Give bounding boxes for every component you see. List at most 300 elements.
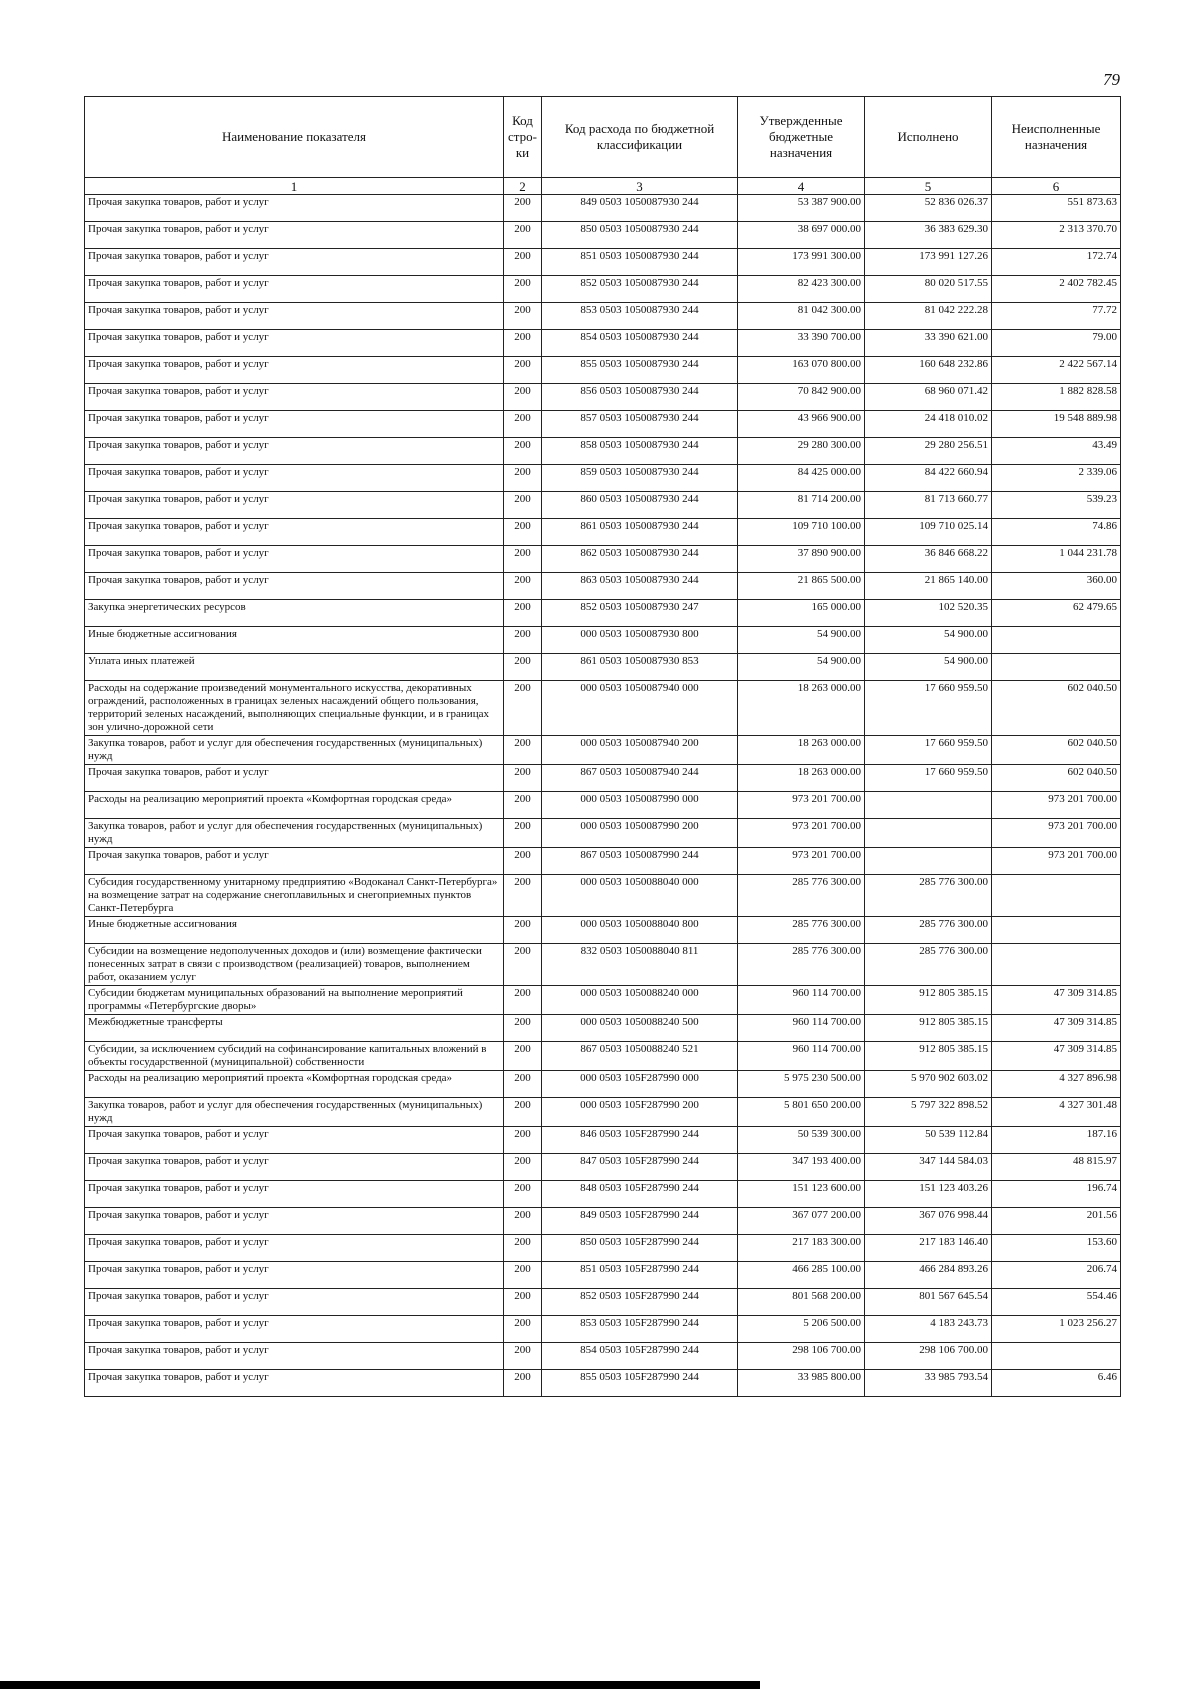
row-line-code: 200 bbox=[504, 944, 542, 986]
row-line-code: 200 bbox=[504, 1127, 542, 1154]
row-kbk: 861 0503 1050087930 244 bbox=[542, 519, 738, 546]
row-kbk: 855 0503 105F287990 244 bbox=[542, 1370, 738, 1397]
row-approved: 81 042 300.00 bbox=[738, 303, 865, 330]
row-kbk: 859 0503 1050087930 244 bbox=[542, 465, 738, 492]
table-row bbox=[85, 765, 1121, 792]
column-number: 6 bbox=[992, 178, 1121, 195]
row-approved: 109 710 100.00 bbox=[738, 519, 865, 546]
row-approved: 33 985 800.00 bbox=[738, 1370, 865, 1397]
row-unexecuted: 360.00 bbox=[992, 573, 1121, 600]
row-approved: 960 114 700.00 bbox=[738, 986, 865, 1015]
table-row bbox=[85, 1289, 1121, 1316]
row-unexecuted: 206.74 bbox=[992, 1262, 1121, 1289]
row-line-code: 200 bbox=[504, 1208, 542, 1235]
row-executed: 801 567 645.54 bbox=[865, 1289, 992, 1316]
row-unexecuted: 187.16 bbox=[992, 1127, 1121, 1154]
row-unexecuted bbox=[992, 875, 1121, 917]
row-unexecuted: 77.72 bbox=[992, 303, 1121, 330]
row-executed: 80 020 517.55 bbox=[865, 276, 992, 303]
row-approved: 973 201 700.00 bbox=[738, 819, 865, 848]
row-name: Расходы на содержание произведений монументального искусства, декоративных ограждений, расположенных в границах зеленых насаждений общего пользования, территорий зеленых насаждений, выполняющих специальные функции, и в границах зон улично-дорожной сети bbox=[85, 681, 504, 736]
row-kbk: 849 0503 105F287990 244 bbox=[542, 1208, 738, 1235]
row-name: Прочая закупка товаров, работ и услуг bbox=[85, 492, 504, 519]
row-executed: 84 422 660.94 bbox=[865, 465, 992, 492]
header-line-code: Код стро-ки bbox=[504, 97, 542, 178]
row-line-code: 200 bbox=[504, 438, 542, 465]
row-name: Прочая закупка товаров, работ и услуг bbox=[85, 1181, 504, 1208]
table-row bbox=[85, 195, 1121, 222]
table-row bbox=[85, 330, 1121, 357]
row-line-code: 200 bbox=[504, 1154, 542, 1181]
row-kbk: 860 0503 1050087930 244 bbox=[542, 492, 738, 519]
row-approved: 163 070 800.00 bbox=[738, 357, 865, 384]
row-unexecuted: 973 201 700.00 bbox=[992, 848, 1121, 875]
row-line-code: 200 bbox=[504, 681, 542, 736]
row-name: Закупка товаров, работ и услуг для обеспечения государственных (муниципальных) нужд bbox=[85, 1098, 504, 1127]
table-row bbox=[85, 1098, 1121, 1127]
row-approved: 347 193 400.00 bbox=[738, 1154, 865, 1181]
row-approved: 165 000.00 bbox=[738, 600, 865, 627]
table-row bbox=[85, 792, 1121, 819]
row-executed: 33 985 793.54 bbox=[865, 1370, 992, 1397]
column-numbers-row bbox=[85, 178, 1121, 195]
row-approved: 5 975 230 500.00 bbox=[738, 1071, 865, 1098]
row-name: Прочая закупка товаров, работ и услуг bbox=[85, 1154, 504, 1181]
row-name: Субсидии, за исключением субсидий на софинансирование капитальных вложений в объекты государственной (муниципальной) собственности bbox=[85, 1042, 504, 1071]
row-name: Прочая закупка товаров, работ и услуг bbox=[85, 330, 504, 357]
row-approved: 50 539 300.00 bbox=[738, 1127, 865, 1154]
row-kbk: 862 0503 1050087930 244 bbox=[542, 546, 738, 573]
row-kbk: 847 0503 105F287990 244 bbox=[542, 1154, 738, 1181]
row-kbk: 000 0503 1050088240 000 bbox=[542, 986, 738, 1015]
row-kbk: 867 0503 1050088240 521 bbox=[542, 1042, 738, 1071]
row-line-code: 200 bbox=[504, 276, 542, 303]
header-executed: Исполнено bbox=[865, 97, 992, 178]
row-kbk: 856 0503 1050087930 244 bbox=[542, 384, 738, 411]
scan-edge-bar bbox=[0, 1681, 760, 1689]
budget-execution-table bbox=[84, 96, 1121, 1397]
row-line-code: 200 bbox=[504, 519, 542, 546]
row-executed: 173 991 127.26 bbox=[865, 249, 992, 276]
row-approved: 33 390 700.00 bbox=[738, 330, 865, 357]
row-executed: 17 660 959.50 bbox=[865, 765, 992, 792]
row-kbk: 850 0503 105F287990 244 bbox=[542, 1235, 738, 1262]
row-name: Закупка энергетических ресурсов bbox=[85, 600, 504, 627]
row-name: Прочая закупка товаров, работ и услуг bbox=[85, 303, 504, 330]
row-executed: 151 123 403.26 bbox=[865, 1181, 992, 1208]
row-approved: 217 183 300.00 bbox=[738, 1235, 865, 1262]
row-name: Прочая закупка товаров, работ и услуг bbox=[85, 195, 504, 222]
row-executed: 912 805 385.15 bbox=[865, 1015, 992, 1042]
table-row bbox=[85, 1316, 1121, 1343]
row-kbk: 832 0503 1050088040 811 bbox=[542, 944, 738, 986]
row-line-code: 200 bbox=[504, 1289, 542, 1316]
row-kbk: 000 0503 105F287990 200 bbox=[542, 1098, 738, 1127]
header-name: Наименование показателя bbox=[85, 97, 504, 178]
header-row bbox=[85, 97, 1121, 178]
row-unexecuted: 551 873.63 bbox=[992, 195, 1121, 222]
row-executed: 36 846 668.22 bbox=[865, 546, 992, 573]
row-name: Прочая закупка товаров, работ и услуг bbox=[85, 411, 504, 438]
row-name: Прочая закупка товаров, работ и услуг bbox=[85, 573, 504, 600]
row-kbk: 000 0503 1050087990 000 bbox=[542, 792, 738, 819]
table-row bbox=[85, 1181, 1121, 1208]
row-executed bbox=[865, 792, 992, 819]
row-executed: 298 106 700.00 bbox=[865, 1343, 992, 1370]
column-number: 4 bbox=[738, 178, 865, 195]
row-line-code: 200 bbox=[504, 600, 542, 627]
row-executed: 912 805 385.15 bbox=[865, 986, 992, 1015]
table-row bbox=[85, 465, 1121, 492]
table-row bbox=[85, 411, 1121, 438]
row-name: Прочая закупка товаров, работ и услуг bbox=[85, 222, 504, 249]
row-unexecuted: 4 327 896.98 bbox=[992, 1071, 1121, 1098]
row-kbk: 000 0503 1050087990 200 bbox=[542, 819, 738, 848]
row-unexecuted: 1 882 828.58 bbox=[992, 384, 1121, 411]
row-executed: 68 960 071.42 bbox=[865, 384, 992, 411]
row-line-code: 200 bbox=[504, 627, 542, 654]
row-line-code: 200 bbox=[504, 792, 542, 819]
row-unexecuted: 1 044 231.78 bbox=[992, 546, 1121, 573]
row-name: Прочая закупка товаров, работ и услуг bbox=[85, 384, 504, 411]
row-unexecuted: 62 479.65 bbox=[992, 600, 1121, 627]
row-unexecuted bbox=[992, 944, 1121, 986]
row-executed: 109 710 025.14 bbox=[865, 519, 992, 546]
row-kbk: 858 0503 1050087930 244 bbox=[542, 438, 738, 465]
row-unexecuted: 79.00 bbox=[992, 330, 1121, 357]
row-name: Прочая закупка товаров, работ и услуг bbox=[85, 765, 504, 792]
row-unexecuted: 973 201 700.00 bbox=[992, 792, 1121, 819]
row-executed: 5 797 322 898.52 bbox=[865, 1098, 992, 1127]
row-approved: 298 106 700.00 bbox=[738, 1343, 865, 1370]
row-approved: 70 842 900.00 bbox=[738, 384, 865, 411]
row-executed: 24 418 010.02 bbox=[865, 411, 992, 438]
row-executed: 160 648 232.86 bbox=[865, 357, 992, 384]
row-approved: 285 776 300.00 bbox=[738, 875, 865, 917]
row-name: Закупка товаров, работ и услуг для обеспечения государственных (муниципальных) нужд bbox=[85, 819, 504, 848]
table-row bbox=[85, 627, 1121, 654]
table-row bbox=[85, 492, 1121, 519]
row-kbk: 863 0503 1050087930 244 bbox=[542, 573, 738, 600]
row-executed: 81 713 660.77 bbox=[865, 492, 992, 519]
row-kbk: 857 0503 1050087930 244 bbox=[542, 411, 738, 438]
row-approved: 82 423 300.00 bbox=[738, 276, 865, 303]
row-kbk: 861 0503 1050087930 853 bbox=[542, 654, 738, 681]
header-kbk: Код расхода по бюджетной классификации bbox=[542, 97, 738, 178]
row-executed: 5 970 902 603.02 bbox=[865, 1071, 992, 1098]
row-approved: 43 966 900.00 bbox=[738, 411, 865, 438]
row-approved: 5 801 650 200.00 bbox=[738, 1098, 865, 1127]
row-approved: 173 991 300.00 bbox=[738, 249, 865, 276]
table-row bbox=[85, 546, 1121, 573]
table-row bbox=[85, 986, 1121, 1015]
table-row bbox=[85, 303, 1121, 330]
row-name: Субсидии бюджетам муниципальных образований на выполнение мероприятий программы «Петербургские дворы» bbox=[85, 986, 504, 1015]
row-unexecuted: 1 023 256.27 bbox=[992, 1316, 1121, 1343]
row-executed: 347 144 584.03 bbox=[865, 1154, 992, 1181]
row-executed: 81 042 222.28 bbox=[865, 303, 992, 330]
row-approved: 466 285 100.00 bbox=[738, 1262, 865, 1289]
row-kbk: 850 0503 1050087930 244 bbox=[542, 222, 738, 249]
row-name: Межбюджетные трансферты bbox=[85, 1015, 504, 1042]
row-name: Прочая закупка товаров, работ и услуг bbox=[85, 1208, 504, 1235]
row-line-code: 200 bbox=[504, 736, 542, 765]
row-executed bbox=[865, 848, 992, 875]
row-approved: 38 697 000.00 bbox=[738, 222, 865, 249]
table-row bbox=[85, 944, 1121, 986]
row-executed: 54 900.00 bbox=[865, 627, 992, 654]
table-row bbox=[85, 654, 1121, 681]
row-kbk: 000 0503 1050087930 800 bbox=[542, 627, 738, 654]
row-executed: 285 776 300.00 bbox=[865, 944, 992, 986]
row-name: Расходы на реализацию мероприятий проекта «Комфортная городская среда» bbox=[85, 1071, 504, 1098]
row-line-code: 200 bbox=[504, 1015, 542, 1042]
row-name: Прочая закупка товаров, работ и услуг bbox=[85, 519, 504, 546]
row-name: Субсидия государственному унитарному предприятию «Водоканал Санкт-Петербурга» на возмещение затрат на содержание снегоплавильных и снегоприемных пунктов Санкт-Петербурга bbox=[85, 875, 504, 917]
row-executed bbox=[865, 819, 992, 848]
table-row bbox=[85, 1235, 1121, 1262]
table-row bbox=[85, 917, 1121, 944]
row-executed: 29 280 256.51 bbox=[865, 438, 992, 465]
table-row bbox=[85, 573, 1121, 600]
row-approved: 84 425 000.00 bbox=[738, 465, 865, 492]
row-line-code: 200 bbox=[504, 848, 542, 875]
row-approved: 367 077 200.00 bbox=[738, 1208, 865, 1235]
row-line-code: 200 bbox=[504, 765, 542, 792]
row-approved: 37 890 900.00 bbox=[738, 546, 865, 573]
column-number: 2 bbox=[504, 178, 542, 195]
row-line-code: 200 bbox=[504, 573, 542, 600]
row-kbk: 855 0503 1050087930 244 bbox=[542, 357, 738, 384]
row-kbk: 852 0503 1050087930 247 bbox=[542, 600, 738, 627]
row-approved: 151 123 600.00 bbox=[738, 1181, 865, 1208]
row-approved: 81 714 200.00 bbox=[738, 492, 865, 519]
column-number: 3 bbox=[542, 178, 738, 195]
row-line-code: 200 bbox=[504, 1316, 542, 1343]
row-name: Прочая закупка товаров, работ и услуг bbox=[85, 438, 504, 465]
row-kbk: 846 0503 105F287990 244 bbox=[542, 1127, 738, 1154]
row-line-code: 200 bbox=[504, 986, 542, 1015]
row-line-code: 200 bbox=[504, 1098, 542, 1127]
row-executed: 54 900.00 bbox=[865, 654, 992, 681]
row-line-code: 200 bbox=[504, 303, 542, 330]
table-row bbox=[85, 1370, 1121, 1397]
row-executed: 217 183 146.40 bbox=[865, 1235, 992, 1262]
row-name: Прочая закупка товаров, работ и услуг bbox=[85, 1316, 504, 1343]
table-row bbox=[85, 681, 1121, 736]
row-kbk: 853 0503 105F287990 244 bbox=[542, 1316, 738, 1343]
table-row bbox=[85, 875, 1121, 917]
row-name: Закупка товаров, работ и услуг для обеспечения государственных (муниципальных) нужд bbox=[85, 736, 504, 765]
table-row bbox=[85, 1042, 1121, 1071]
row-unexecuted: 47 309 314.85 bbox=[992, 1042, 1121, 1071]
row-approved: 5 206 500.00 bbox=[738, 1316, 865, 1343]
table-row bbox=[85, 357, 1121, 384]
table-row bbox=[85, 222, 1121, 249]
row-name: Прочая закупка товаров, работ и услуг bbox=[85, 465, 504, 492]
table-row bbox=[85, 736, 1121, 765]
row-name: Прочая закупка товаров, работ и услуг bbox=[85, 1235, 504, 1262]
table-row bbox=[85, 438, 1121, 465]
row-unexecuted bbox=[992, 1343, 1121, 1370]
row-name: Иные бюджетные ассигнования bbox=[85, 627, 504, 654]
row-name: Прочая закупка товаров, работ и услуг bbox=[85, 1127, 504, 1154]
row-unexecuted: 602 040.50 bbox=[992, 681, 1121, 736]
row-line-code: 200 bbox=[504, 1071, 542, 1098]
row-approved: 973 201 700.00 bbox=[738, 792, 865, 819]
row-executed: 466 284 893.26 bbox=[865, 1262, 992, 1289]
row-approved: 18 263 000.00 bbox=[738, 736, 865, 765]
row-unexecuted: 2 422 567.14 bbox=[992, 357, 1121, 384]
row-line-code: 200 bbox=[504, 1042, 542, 1071]
row-executed: 285 776 300.00 bbox=[865, 875, 992, 917]
row-line-code: 200 bbox=[504, 917, 542, 944]
table-row bbox=[85, 848, 1121, 875]
page-number: 79 bbox=[1103, 70, 1120, 89]
row-line-code: 200 bbox=[504, 384, 542, 411]
row-kbk: 852 0503 1050087930 244 bbox=[542, 276, 738, 303]
row-name: Прочая закупка товаров, работ и услуг bbox=[85, 357, 504, 384]
row-kbk: 867 0503 1050087940 244 bbox=[542, 765, 738, 792]
table-body bbox=[85, 178, 1121, 1397]
table-row bbox=[85, 600, 1121, 627]
row-name: Прочая закупка товаров, работ и услуг bbox=[85, 276, 504, 303]
row-kbk: 000 0503 105F287990 000 bbox=[542, 1071, 738, 1098]
row-name: Субсидии на возмещение недополученных доходов и (или) возмещение фактически понесенных затрат в связи с производством (реализацией) товаров, выполнением работ, оказанием услуг bbox=[85, 944, 504, 986]
row-executed: 33 390 621.00 bbox=[865, 330, 992, 357]
row-unexecuted: 602 040.50 bbox=[992, 765, 1121, 792]
row-unexecuted: 196.74 bbox=[992, 1181, 1121, 1208]
row-approved: 960 114 700.00 bbox=[738, 1042, 865, 1071]
row-unexecuted bbox=[992, 627, 1121, 654]
row-unexecuted: 47 309 314.85 bbox=[992, 986, 1121, 1015]
row-approved: 960 114 700.00 bbox=[738, 1015, 865, 1042]
row-unexecuted: 554.46 bbox=[992, 1289, 1121, 1316]
row-line-code: 200 bbox=[504, 492, 542, 519]
table-row bbox=[85, 819, 1121, 848]
row-line-code: 200 bbox=[504, 1235, 542, 1262]
row-unexecuted: 153.60 bbox=[992, 1235, 1121, 1262]
row-executed: 36 383 629.30 bbox=[865, 222, 992, 249]
header-unexecuted: Неисполненные назначения bbox=[992, 97, 1121, 178]
row-unexecuted: 74.86 bbox=[992, 519, 1121, 546]
row-executed: 912 805 385.15 bbox=[865, 1042, 992, 1071]
row-kbk: 000 0503 1050087940 000 bbox=[542, 681, 738, 736]
row-executed: 4 183 243.73 bbox=[865, 1316, 992, 1343]
row-line-code: 200 bbox=[504, 819, 542, 848]
row-name: Прочая закупка товаров, работ и услуг bbox=[85, 546, 504, 573]
row-name: Прочая закупка товаров, работ и услуг bbox=[85, 1370, 504, 1397]
row-unexecuted: 19 548 889.98 bbox=[992, 411, 1121, 438]
row-unexecuted: 602 040.50 bbox=[992, 736, 1121, 765]
row-kbk: 849 0503 1050087930 244 bbox=[542, 195, 738, 222]
row-approved: 18 263 000.00 bbox=[738, 765, 865, 792]
row-unexecuted: 6.46 bbox=[992, 1370, 1121, 1397]
header-approved: Утвержденные бюджетные назначения bbox=[738, 97, 865, 178]
table-row bbox=[85, 519, 1121, 546]
row-name: Прочая закупка товаров, работ и услуг bbox=[85, 249, 504, 276]
row-approved: 973 201 700.00 bbox=[738, 848, 865, 875]
table-row bbox=[85, 1154, 1121, 1181]
row-name: Расходы на реализацию мероприятий проекта «Комфортная городская среда» bbox=[85, 792, 504, 819]
table-row bbox=[85, 384, 1121, 411]
row-unexecuted: 47 309 314.85 bbox=[992, 1015, 1121, 1042]
row-line-code: 200 bbox=[504, 195, 542, 222]
row-name: Уплата иных платежей bbox=[85, 654, 504, 681]
row-executed: 17 660 959.50 bbox=[865, 736, 992, 765]
table-row bbox=[85, 1262, 1121, 1289]
row-unexecuted: 172.74 bbox=[992, 249, 1121, 276]
row-line-code: 200 bbox=[504, 222, 542, 249]
row-kbk: 000 0503 1050088040 800 bbox=[542, 917, 738, 944]
row-line-code: 200 bbox=[504, 875, 542, 917]
row-line-code: 200 bbox=[504, 357, 542, 384]
row-executed: 285 776 300.00 bbox=[865, 917, 992, 944]
row-approved: 285 776 300.00 bbox=[738, 917, 865, 944]
row-kbk: 851 0503 105F287990 244 bbox=[542, 1262, 738, 1289]
row-unexecuted: 539.23 bbox=[992, 492, 1121, 519]
row-unexecuted: 2 313 370.70 bbox=[992, 222, 1121, 249]
column-number: 5 bbox=[865, 178, 992, 195]
row-line-code: 200 bbox=[504, 546, 542, 573]
table-row bbox=[85, 1071, 1121, 1098]
row-executed: 50 539 112.84 bbox=[865, 1127, 992, 1154]
row-unexecuted: 4 327 301.48 bbox=[992, 1098, 1121, 1127]
table-row bbox=[85, 1127, 1121, 1154]
row-approved: 54 900.00 bbox=[738, 654, 865, 681]
row-approved: 801 568 200.00 bbox=[738, 1289, 865, 1316]
row-executed: 17 660 959.50 bbox=[865, 681, 992, 736]
row-executed: 21 865 140.00 bbox=[865, 573, 992, 600]
row-kbk: 848 0503 105F287990 244 bbox=[542, 1181, 738, 1208]
column-number: 1 bbox=[85, 178, 504, 195]
row-kbk: 854 0503 105F287990 244 bbox=[542, 1343, 738, 1370]
row-executed: 102 520.35 bbox=[865, 600, 992, 627]
row-name: Прочая закупка товаров, работ и услуг bbox=[85, 848, 504, 875]
row-kbk: 867 0503 1050087990 244 bbox=[542, 848, 738, 875]
row-name: Прочая закупка товаров, работ и услуг bbox=[85, 1262, 504, 1289]
row-kbk: 000 0503 1050088240 500 bbox=[542, 1015, 738, 1042]
table-row bbox=[85, 276, 1121, 303]
row-approved: 54 900.00 bbox=[738, 627, 865, 654]
row-name: Прочая закупка товаров, работ и услуг bbox=[85, 1343, 504, 1370]
row-approved: 53 387 900.00 bbox=[738, 195, 865, 222]
row-line-code: 200 bbox=[504, 1181, 542, 1208]
row-unexecuted: 48 815.97 bbox=[992, 1154, 1121, 1181]
row-line-code: 200 bbox=[504, 654, 542, 681]
row-approved: 18 263 000.00 bbox=[738, 681, 865, 736]
row-executed: 367 076 998.44 bbox=[865, 1208, 992, 1235]
table-row bbox=[85, 1343, 1121, 1370]
row-name: Прочая закупка товаров, работ и услуг bbox=[85, 1289, 504, 1316]
row-line-code: 200 bbox=[504, 411, 542, 438]
row-unexecuted bbox=[992, 654, 1121, 681]
row-approved: 285 776 300.00 bbox=[738, 944, 865, 986]
row-approved: 21 865 500.00 bbox=[738, 573, 865, 600]
row-kbk: 000 0503 1050088040 000 bbox=[542, 875, 738, 917]
row-unexecuted: 201.56 bbox=[992, 1208, 1121, 1235]
row-kbk: 852 0503 105F287990 244 bbox=[542, 1289, 738, 1316]
row-line-code: 200 bbox=[504, 1370, 542, 1397]
row-unexecuted: 2 339.06 bbox=[992, 465, 1121, 492]
row-approved: 29 280 300.00 bbox=[738, 438, 865, 465]
row-line-code: 200 bbox=[504, 1262, 542, 1289]
row-kbk: 854 0503 1050087930 244 bbox=[542, 330, 738, 357]
row-kbk: 851 0503 1050087930 244 bbox=[542, 249, 738, 276]
row-line-code: 200 bbox=[504, 465, 542, 492]
row-line-code: 200 bbox=[504, 249, 542, 276]
table-row bbox=[85, 249, 1121, 276]
